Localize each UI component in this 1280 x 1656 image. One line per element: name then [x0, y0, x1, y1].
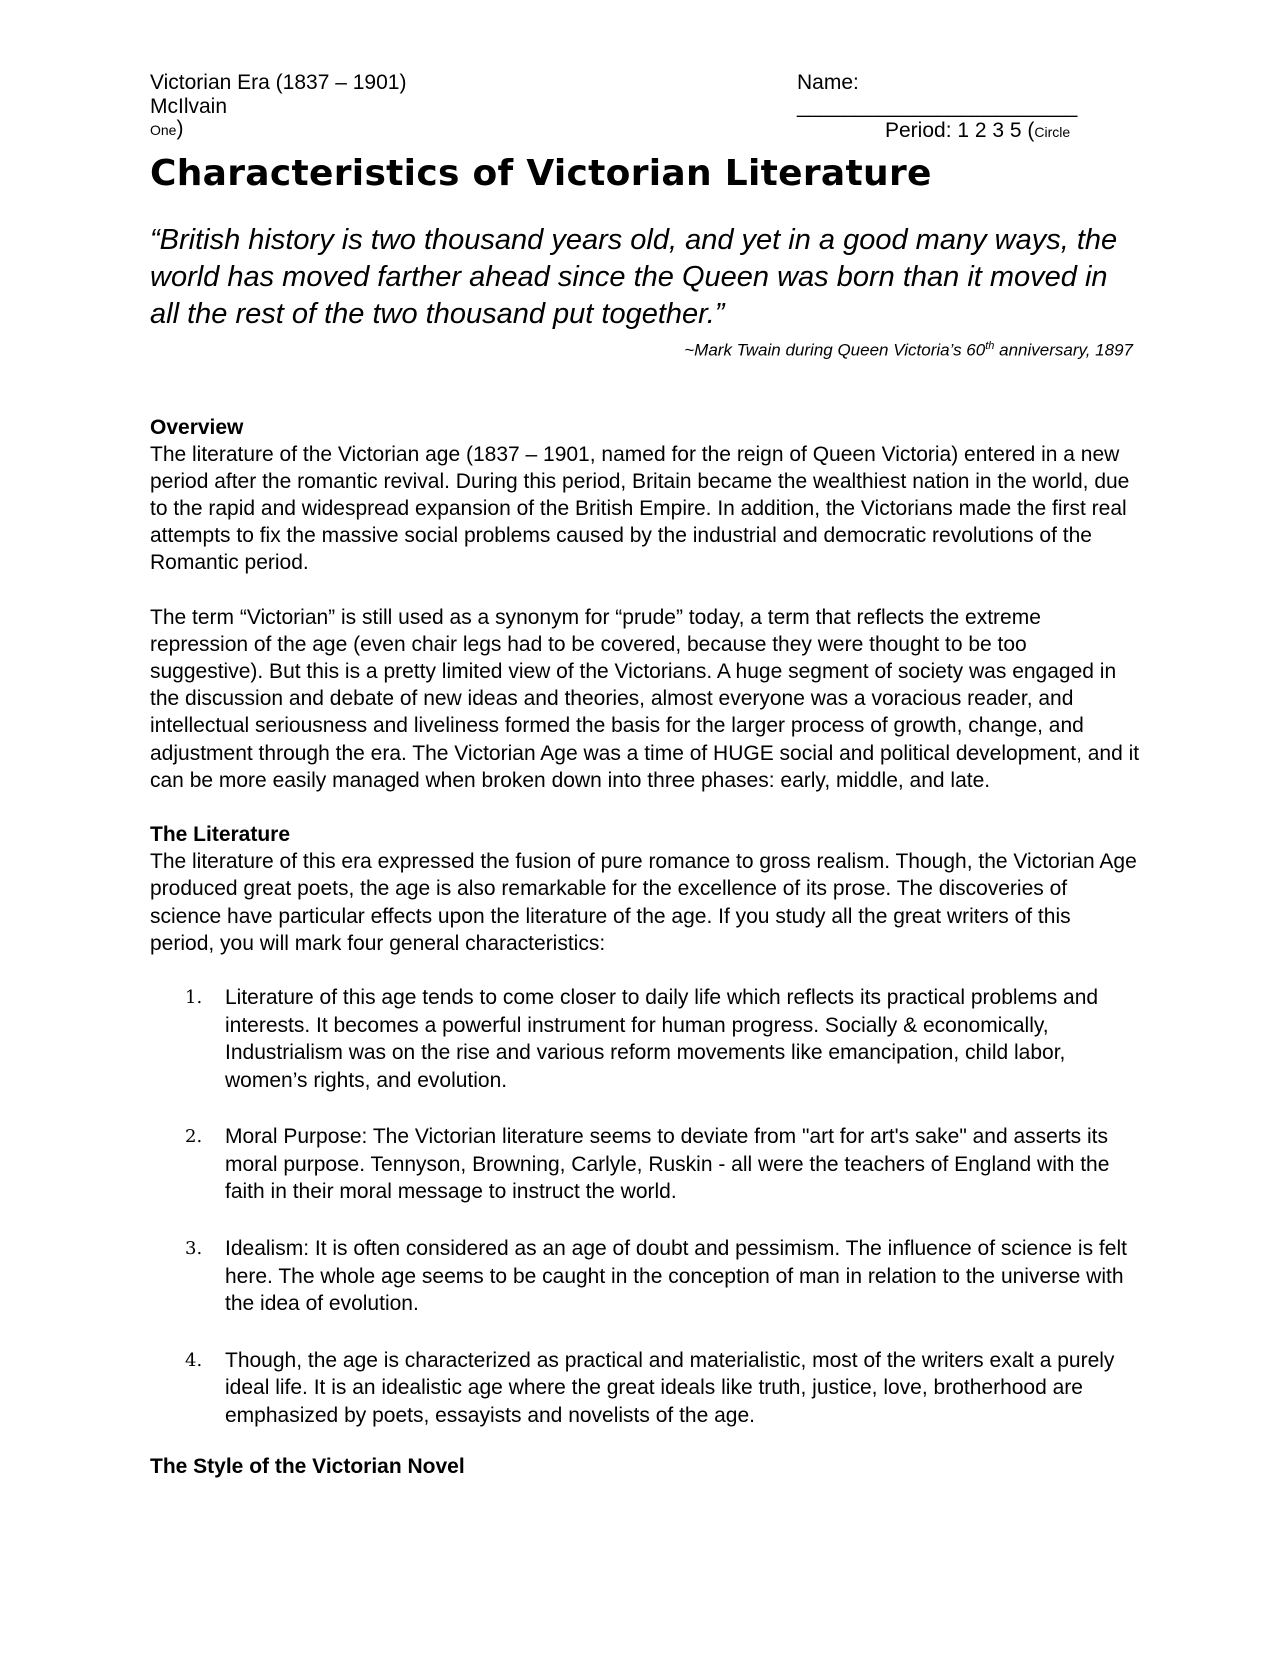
characteristics-list [185, 984, 1130, 1430]
epigraph-quote: “British history is two thousand years old, and yet in a good many ways, the world has moved farther ahead since the Queen was born than it moved in all the rest of the two thousand put together.” [150, 224, 1118, 330]
teacher-name: McIlvain [150, 95, 228, 118]
period-label: Period: 1 2 3 5 ( [885, 119, 1035, 142]
course-label: Victorian Era (1837 – 1901) [150, 71, 407, 94]
list-text: Literature of this age tends to come closer to daily life which reflects its practical problems and interests. It becomes a powerful instrument for human progress. Socially & economically, Industrialism was on the rise and various reform movements like emancipation, child labor, women’s rights, and evolution. [225, 985, 1099, 1092]
list-item [185, 1235, 1130, 1318]
list-text: Though, the age is characterized as practical and materialistic, most of the writers exalt a purely ideal life. It is an idealistic age where the great ideals like truth, justice, love, brotherhood are emphasized by poets, essayists and novelists of the age. [225, 1348, 1115, 1428]
list-number: 4. [185, 1349, 203, 1371]
overview-paragraph-1: The literature of the Victorian age (1837 – 1901, named for the reign of Queen Victoria) entered in a new period after the romantic revival. During this period, Britain became the wealthiest nation in the world, due to the rapid and widespread expansion of the British Empire. In addition, the Victorians made the first real attempts to fix the massive social problems caused by the industrial and democratic revolutions of the Romantic period. [150, 442, 1130, 575]
style-heading: The Style of the Victorian Novel [150, 1454, 465, 1478]
list-item [185, 984, 1130, 1094]
list-number: 3. [185, 1238, 203, 1260]
circle-one-continuation: One) [150, 117, 184, 140]
header-left [150, 71, 406, 140]
document-page [150, 66, 1140, 1480]
list-text: Moral Purpose: The Victorian literature seems to deviate from "art for art's sake" and asserts its moral purpose. Tennyson, Browning, Carlyle, Ruskin - all were the teachers of England with the faith in their moral message to instruct the world. [225, 1125, 1110, 1204]
overview-heading: Overview [150, 415, 244, 439]
paragraph-spacer [150, 577, 1130, 604]
list-item [185, 1123, 1130, 1206]
circle-one-label: Circle [1034, 124, 1071, 140]
period-field[interactable] [797, 119, 1137, 144]
list-item [185, 1347, 1130, 1430]
paragraph-spacer [150, 794, 1130, 821]
name-field[interactable]: Name: ________________________ [797, 71, 1078, 118]
list-number: 2. [185, 1126, 203, 1148]
literature-heading: The Literature [150, 823, 291, 847]
worksheet-header [150, 66, 1130, 140]
list-text: Idealism: It is often considered as an age of doubt and pessimism. The influence of science is felt here. The whole age seems to be caught in the conception of man in relation to the universe with the idea of evolution. [225, 1237, 1127, 1316]
list-number: 1. [185, 986, 203, 1008]
page-title: Characteristics of Victorian Literature [150, 153, 932, 194]
quote-attribution: ~Mark Twain during Queen Victoria’s 60th anniversary, 1897 [684, 340, 1133, 360]
overview-paragraph-2: The term “Victorian” is still used as a synonym for “prude” today, a term that reflects the extreme repression of the age (even chair legs had to be covered, because they were thought to be too suggestive). But this is a pretty limited view of the Victorians. A huge segment of society was engaged in the discussion and debate of new ideas and theories, almost everyone was a voracious reader, and intellectual seriousness and liveliness formed the basis for the larger process of growth, change, and adjustment through the era. The Victorian Age was a time of HUGE social and political development, and it can be more easily managed when broken down into three phases: early, middle, and late. [150, 605, 1140, 792]
header-right [797, 71, 1137, 144]
literature-intro: The literature of this era expressed the fusion of pure romance to gross realism. Though, the Victorian Age produced great poets, the age is also remarkable for the excellence of its prose. The discoveries of science have particular effects upon the literature of the age. If you study all the great writers of this period, you will mark four general characteristics: [150, 850, 1137, 955]
